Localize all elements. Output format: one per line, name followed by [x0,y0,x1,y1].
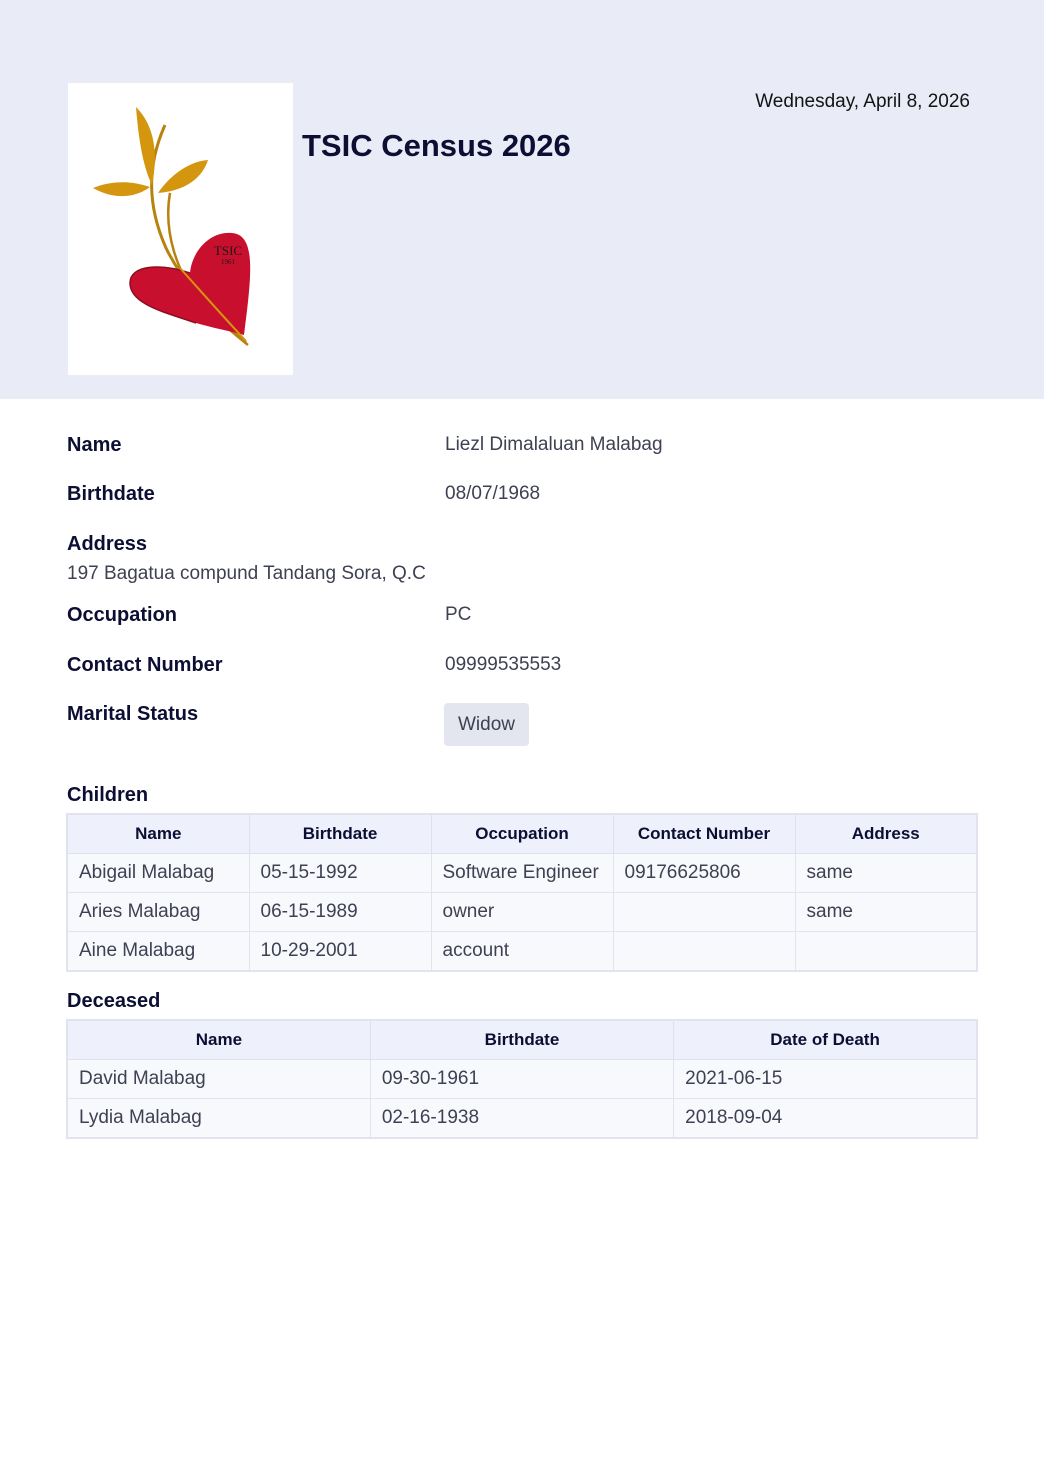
occupation-label: Occupation [67,604,178,626]
occupation-value: PC [445,604,472,625]
logo [68,83,293,375]
table-row [67,1099,977,1139]
column-header: Name [67,814,249,854]
table-cell: 02-16-1938 [370,1099,673,1139]
table-row [67,854,977,893]
table-cell: Aine Malabag [67,932,249,972]
table-row [67,1060,977,1099]
current-date: Wednesday, April 8, 2026 [755,91,970,112]
table-cell: Abigail Malabag [67,854,249,893]
birthdate-label: Birthdate [67,483,155,505]
column-header: Birthdate [370,1020,673,1060]
deceased-section-title: Deceased [67,990,161,1012]
children-header-row [67,814,977,854]
table-cell: 09176625806 [613,854,795,893]
name-label: Name [67,434,122,456]
contact-value: 09999535553 [445,654,562,675]
table-cell [795,932,977,972]
table-cell: same [795,893,977,932]
heart-leaf-logo-icon [68,83,293,375]
table-cell: 05-15-1992 [249,854,431,893]
table-cell: 06-15-1989 [249,893,431,932]
table-cell: 2018-09-04 [674,1099,977,1139]
deceased-table [66,1019,978,1139]
table-cell [613,893,795,932]
marital-status-label: Marital Status [67,703,199,725]
column-header: Contact Number [613,814,795,854]
table-cell [613,932,795,972]
table-row [67,893,977,932]
table-cell: Software Engineer [431,854,613,893]
address-value: 197 Bagatua compund Tandang Sora, Q.C [67,563,426,584]
marital-status-badge: Widow [444,703,529,746]
deceased-header-row [67,1020,977,1060]
column-header: Name [67,1020,370,1060]
name-value: Liezl Dimalaluan Malabag [445,434,663,455]
children-section-title: Children [67,784,149,806]
table-cell: owner [431,893,613,932]
contact-label: Contact Number [67,654,223,676]
logo-year: 1961 [221,258,235,266]
table-cell: 2021-06-15 [674,1060,977,1099]
column-header: Occupation [431,814,613,854]
table-cell: 09-30-1961 [370,1060,673,1099]
table-cell: Lydia Malabag [67,1099,370,1139]
table-cell: same [795,854,977,893]
column-header: Address [795,814,977,854]
column-header: Birthdate [249,814,431,854]
table-cell: Aries Malabag [67,893,249,932]
table-cell: 10-29-2001 [249,932,431,972]
children-table [66,813,978,972]
address-label: Address [67,533,148,555]
header-banner [0,0,1044,399]
column-header: Date of Death [674,1020,977,1060]
logo-text: TSIC [213,243,243,258]
page-title: TSIC Census 2026 [302,128,571,163]
table-cell: David Malabag [67,1060,370,1099]
table-cell: account [431,932,613,972]
table-row [67,932,977,972]
birthdate-value: 08/07/1968 [445,483,541,504]
